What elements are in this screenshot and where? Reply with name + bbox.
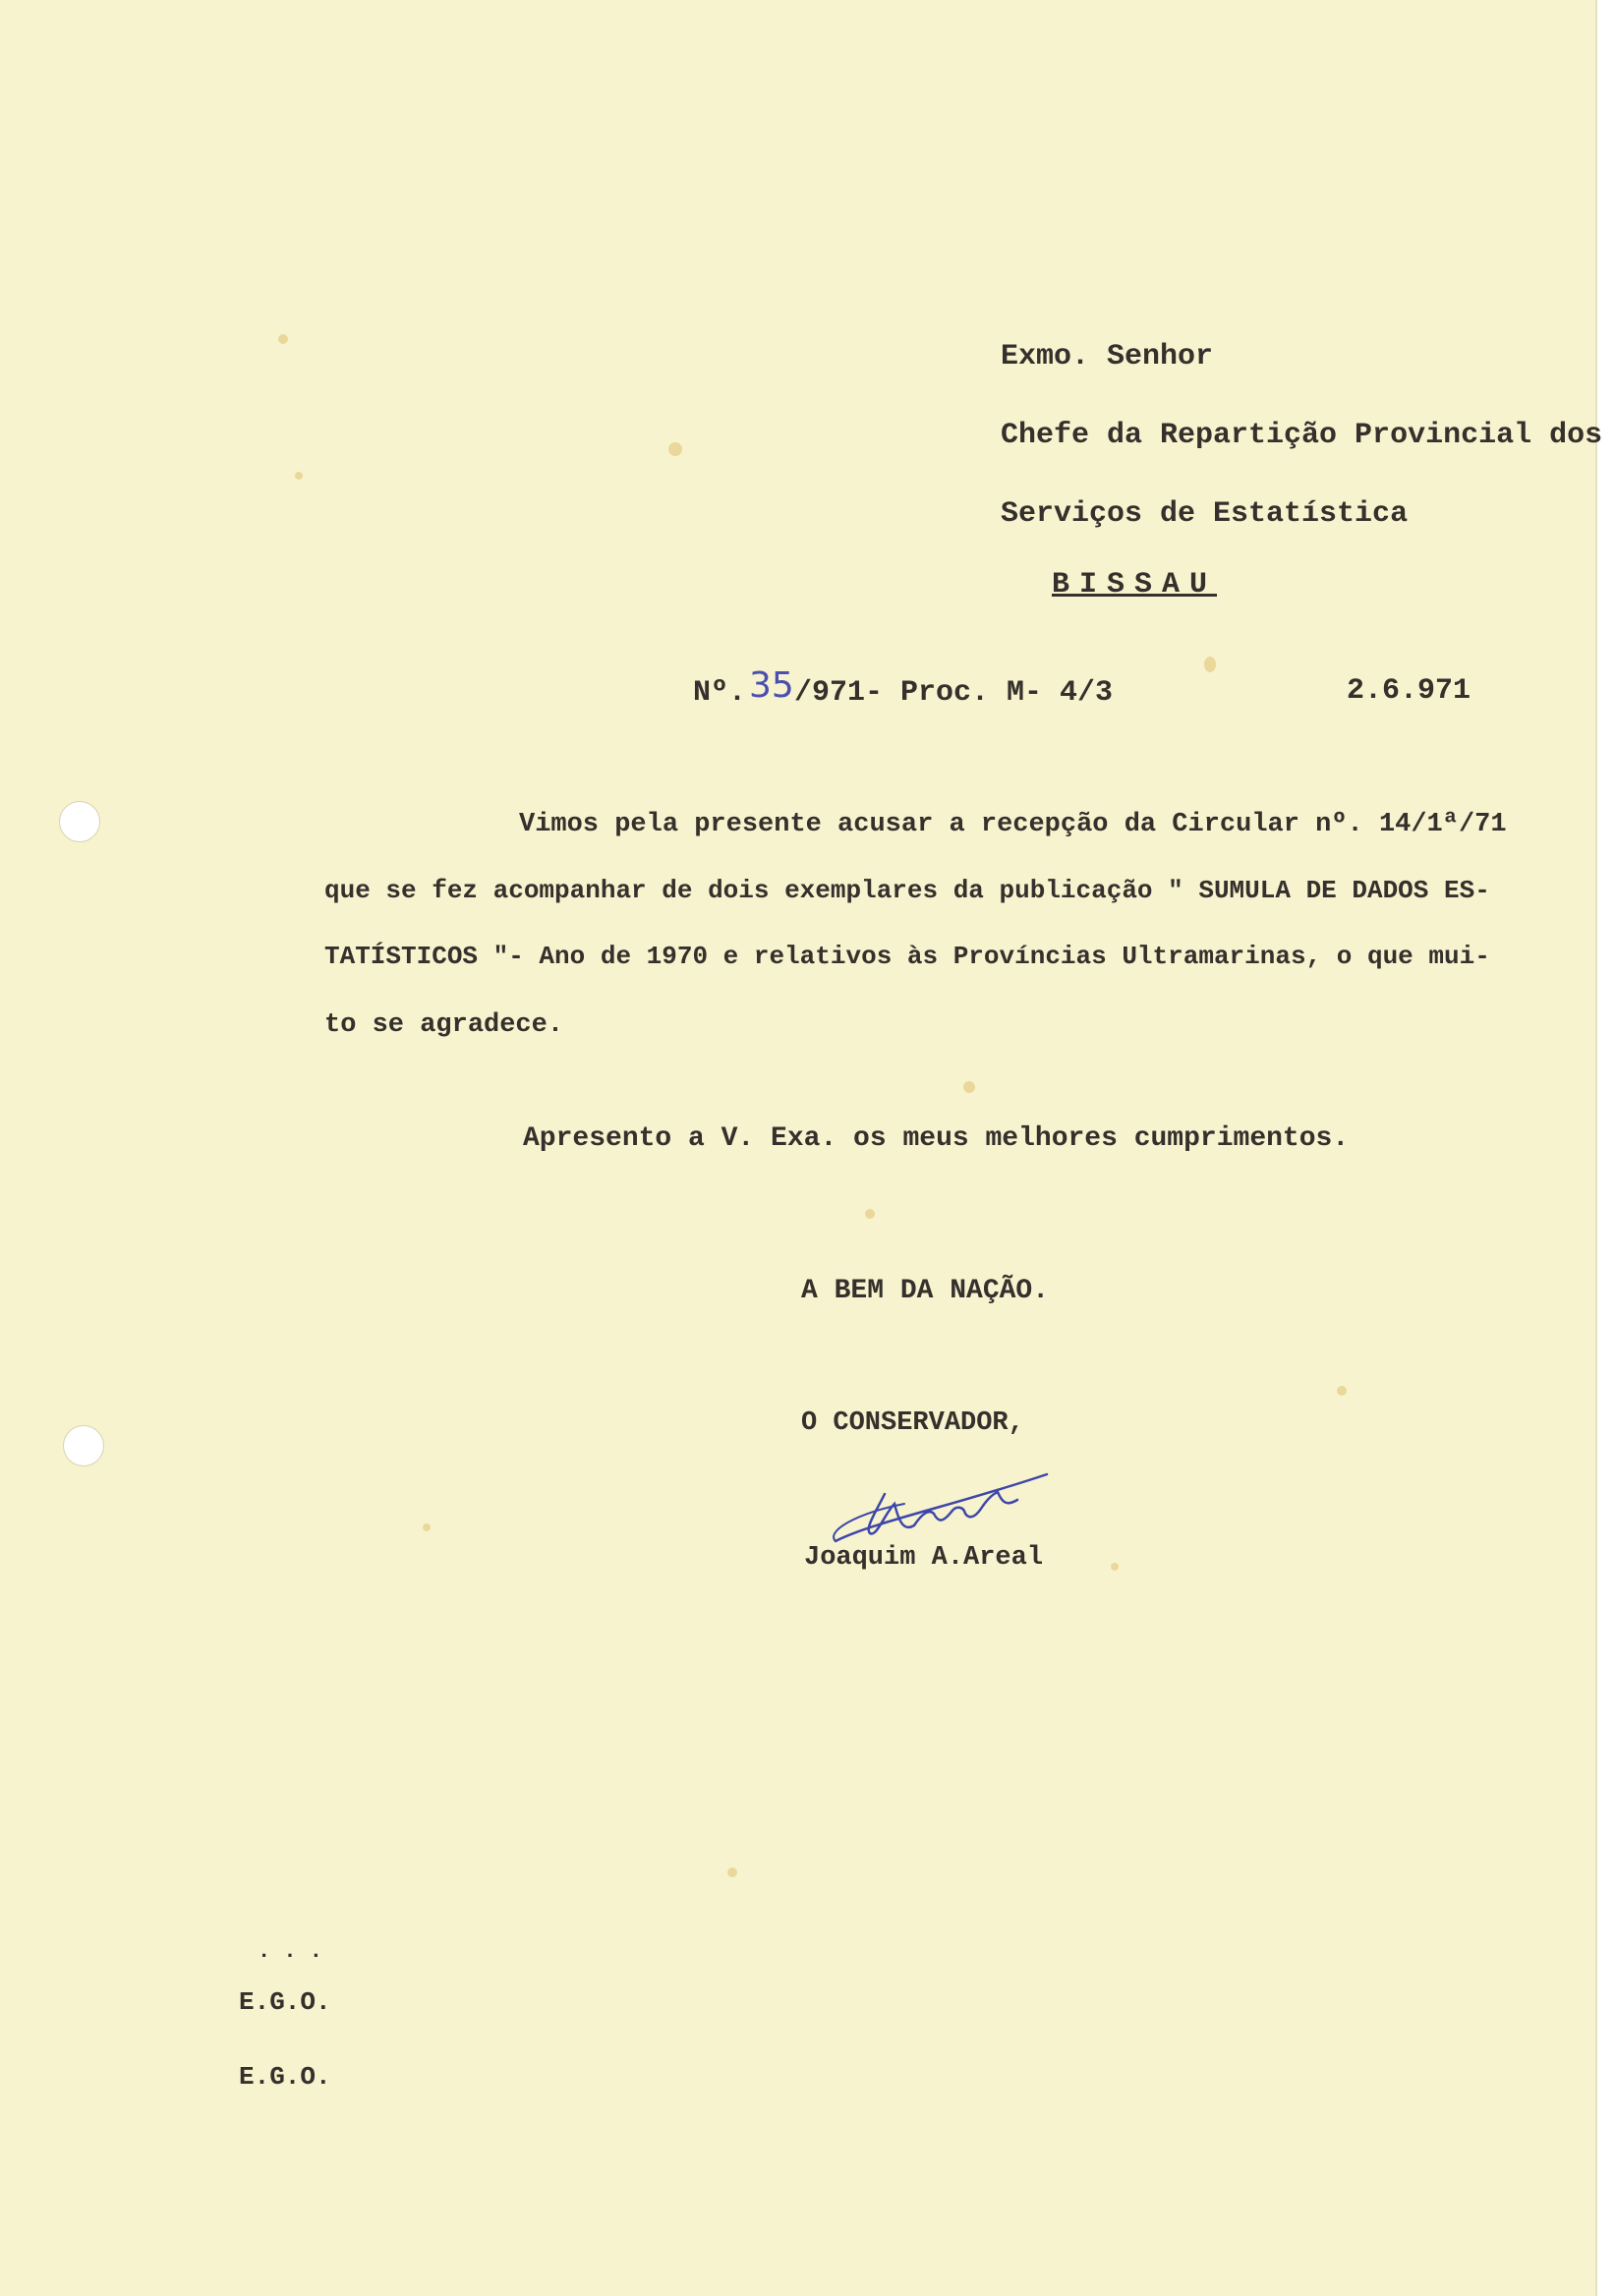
paper-speck [727, 1867, 737, 1877]
paper-speck [668, 442, 682, 456]
salutation: Exmo. Senhor [1001, 340, 1214, 373]
body-line-4: to se agradece. [324, 1010, 564, 1040]
paper-speck [295, 472, 303, 480]
body-line-1: Vimos pela presente acusar a recepção da Circular nº. 14/1ª/71 [519, 810, 1507, 839]
closing-line: Apresento a V. Exa. os meus melhores cumprimentos. [523, 1123, 1350, 1154]
paper-speck [963, 1081, 975, 1093]
reference-process: /971- Proc. M- 4/3 [794, 676, 1114, 710]
punch-hole-top [59, 801, 100, 842]
recipient-line-2: Serviços de Estatística [1001, 497, 1409, 531]
footer-initials-2: E.G.O. [239, 2062, 331, 2092]
paper-speck [1111, 1563, 1119, 1571]
recipient-line-1: Chefe da Repartição Provincial dos [1001, 419, 1603, 452]
letter-date: 2.6.971 [1347, 674, 1471, 708]
body-line-2: que se fez acompanhar de dois exemplares da publicação " SUMULA DE DADOS ES- [324, 876, 1490, 905]
signatory-name: Joaquim A.Areal [804, 1543, 1044, 1573]
body-line-3: TATÍSTICOS "- Ano de 1970 e relativos às Províncias Ultramarinas, o que mui- [324, 942, 1490, 971]
footer-initials-1: E.G.O. [239, 1987, 331, 2017]
motto: A BEM DA NAÇÃO. [801, 1276, 1050, 1306]
signatory-title: O CONSERVADOR, [801, 1408, 1024, 1438]
punch-hole-bottom [63, 1425, 104, 1466]
paper-speck [1204, 657, 1216, 672]
paper-speck [1337, 1386, 1347, 1396]
reference-number-handwritten: 35 [749, 665, 794, 706]
handwritten-signature [816, 1435, 1071, 1553]
paper-speck [278, 334, 288, 344]
paper-speck [865, 1209, 875, 1219]
reference-prefix: Nº. [693, 676, 747, 710]
footer-marker: . . . [258, 1939, 323, 1964]
recipient-city: BISSAU [1052, 568, 1218, 602]
paper-speck [423, 1523, 431, 1531]
